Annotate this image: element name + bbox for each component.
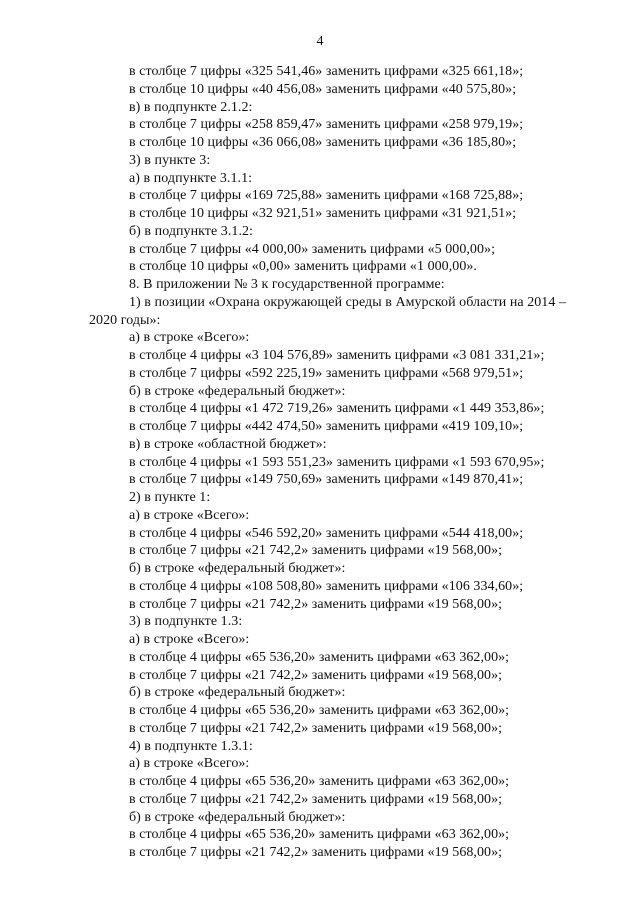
text-line: в столбце 4 цифры «108 508,80» заменить цифрами «106 334,60»; [129,578,524,594]
text-line: в) в строке «областной бюджет»: [129,436,327,452]
text-line: в столбце 10 цифры «36 066,08» заменить цифрами «36 185,80»; [129,135,517,150]
text-line: б) в строке «федеральный бюджет»: [129,561,346,576]
text-line: в столбце 7 цифры «442 474,50» заменить цифрами «419 109,10»; [129,419,524,434]
text-line: в столбце 7 цифры «149 750,69» заменить цифрами «149 870,41»; [129,472,524,488]
text-line: в столбце 7 цифры «592 225,19» заменить цифрами «568 979,51»; [129,365,524,381]
text-line: 4) в подпункте 1.3.1: [129,738,253,754]
text-line: в столбце 4 цифры «65 536,20» заменить цифрами «63 362,00»; [129,703,510,718]
text-line: в столбце 7 цифры «169 725,88» заменить цифрами «168 725,88»; [129,188,524,204]
text-line: 3) в пункте 3: [129,152,211,168]
text-line: 8. В приложении № 3 к государственной программе: [129,277,445,292]
text-line: а) в подпункте 3.1.1: [129,170,253,186]
text-line: а) в строке «Всего»: [129,330,250,346]
text-line: в столбце 7 цифры «21 742,2» заменить цифрами «19 568,00»; [129,845,503,860]
text-line: б) в строке «федеральный бюджет»: [129,685,346,701]
text-line: в столбце 4 цифры «1 472 719,26» заменить цифрами «1 449 353,86»; [129,401,545,417]
text-line: а) в строке «Всего»: [129,756,250,772]
text-line: б) в подпункте 3.1.2: [129,223,253,239]
text-line: в столбце 4 цифры «3 104 576,89» заменить цифрами «3 081 331,21»; [129,348,545,363]
text-line: в) в подпункте 2.1.2: [129,99,253,115]
text-line: в столбце 4 цифры «1 593 551,23» заменить цифрами «1 593 670,95»; [129,454,545,470]
text-line: 2) в пункте 1: [129,490,211,505]
text-line: а) в строке «Всего»: [129,507,250,523]
text-line: 3) в подпункте 1.3: [129,614,243,630]
text-line: в столбце 7 цифры «21 742,2» заменить цифрами «19 568,00»; [129,791,503,807]
text-line: в столбце 10 цифры «32 921,51» заменить цифрами «31 921,51»; [129,206,517,221]
text-line: а) в строке «Всего»: [129,632,250,647]
text-line: в столбце 10 цифры «0,00» заменить цифрами «1 000,00». [129,259,477,275]
text-line: в столбце 7 цифры «4 000,00» заменить цифрами «5 000,00»; [129,241,496,257]
page-number: 4 [316,34,324,49]
text-line: в столбце 4 цифры «65 536,20» заменить цифрами «63 362,00»; [129,827,510,843]
text-line: 2020 годы»: [89,312,161,328]
text-line: в столбце 10 цифры «40 456,08» заменить цифрами «40 575,80»; [129,81,517,97]
text-line: в столбце 7 цифры «258 859,47» заменить цифрами «258 979,19»; [129,117,524,133]
text-line: в столбце 7 цифры «21 742,2» заменить цифрами «19 568,00»; [129,720,503,736]
text-line: в столбце 4 цифры «65 536,20» заменить цифрами «63 362,00»; [129,649,510,665]
text-line: б) в строке «федеральный бюджет»: [129,383,346,399]
text-line: б) в строке «федеральный бюджет»: [129,809,346,825]
text-line: в столбце 4 цифры «546 592,20» заменить цифрами «544 418,00»; [129,525,524,541]
text-line: в столбце 7 цифры «21 742,2» заменить цифрами «19 568,00»; [129,667,503,683]
text-line: в столбце 7 цифры «21 742,2» заменить цифрами «19 568,00»; [129,543,503,559]
text-line: в столбце 7 цифры «325 541,46» заменить цифрами «325 661,18»; [129,64,524,79]
text-line: в столбце 4 цифры «65 536,20» заменить цифрами «63 362,00»; [129,774,510,789]
text-line: 1) в позиции «Охрана окружающей среды в Амурской области на 2014 – [129,294,567,310]
text-line: в столбце 7 цифры «21 742,2» заменить цифрами «19 568,00»; [129,596,503,612]
